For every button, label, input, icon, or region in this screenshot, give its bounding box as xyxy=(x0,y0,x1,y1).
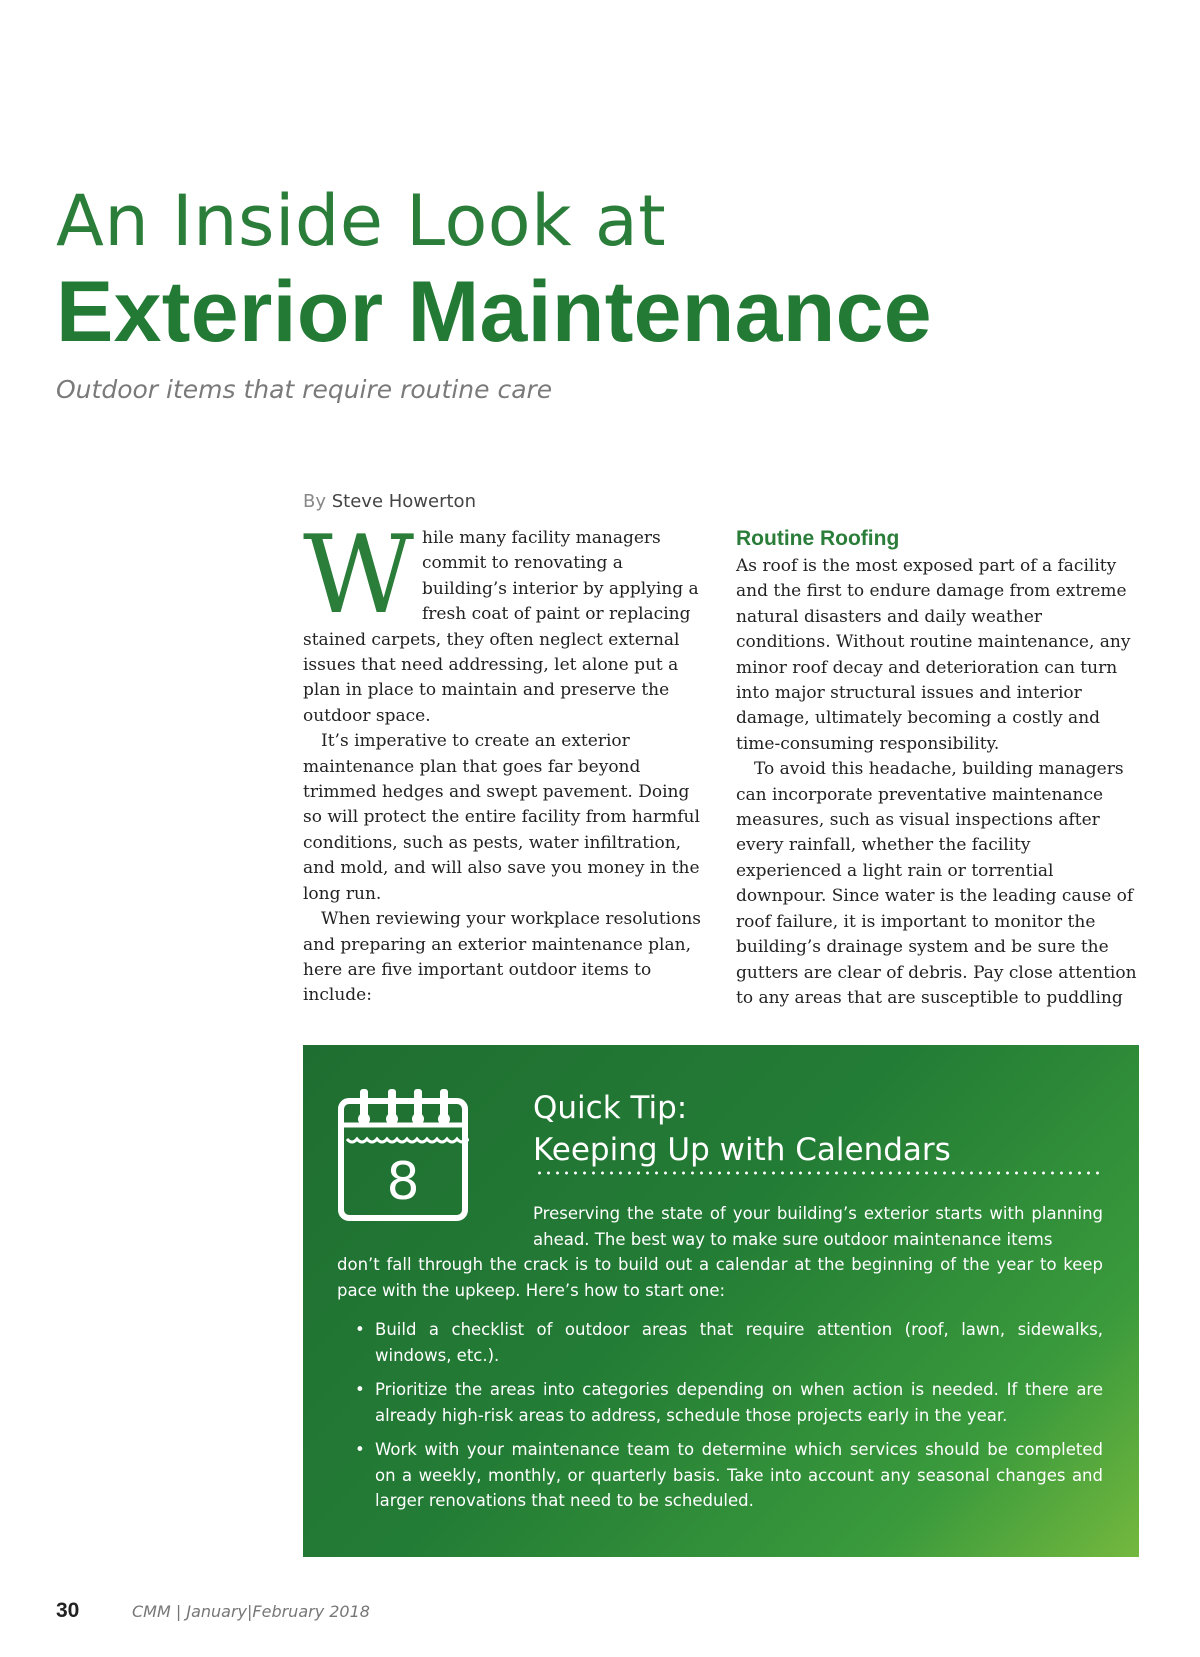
byline-author: Steve Howerton xyxy=(331,491,476,512)
list-item xyxy=(337,1377,1103,1428)
list-item-text: Prioritize the areas into categories depending on when action is needed. If there are already high-risk areas to address, schedule those projects early in the year. xyxy=(375,1380,1103,1425)
quick-tip-intro-rest: don’t fall through the crack is to build out a calendar at the beginning of the year to keep pace with the upkeep. Here’s how to start one: xyxy=(337,1255,1103,1300)
list-item xyxy=(337,1317,1103,1368)
quick-tip-intro xyxy=(337,1201,1103,1303)
page-number: 30 xyxy=(56,1599,80,1622)
bullet-icon: • xyxy=(355,1440,365,1459)
quick-tip-title xyxy=(533,1087,951,1171)
list-item xyxy=(337,1437,1103,1514)
bullet-icon: • xyxy=(355,1320,365,1339)
paragraph: As roof is the most exposed part of a facility and the first to endure damage from extreme natural disasters and daily weather conditions. Without routine maintenance, any minor roof decay and deterioration can turn into major structural issues and interior damage, ultimately becoming a costly and time-consuming responsibility. xyxy=(736,556,1131,754)
quick-tip-title-line2: Keeping Up with Calendars xyxy=(533,1132,951,1168)
magazine-issue: CMM | January|February 2018 xyxy=(132,1602,370,1621)
section-heading-routine-roofing: Routine Roofing xyxy=(736,527,900,550)
byline xyxy=(303,491,476,512)
article-column-1 xyxy=(303,513,705,1009)
paragraph-intro-text: hile many facility managers commit to renovating a building’s interior by applying a fresh coat of paint or replacing stained carpets, they often neglect external issues that need addressing, let alone put a plan in place to maintain and preserve the outdoor space. xyxy=(303,528,699,726)
article-subtitle: Outdoor items that require routine care xyxy=(56,375,553,404)
article-title-line1: An Inside Look at xyxy=(56,180,667,262)
list-item-text: Work with your maintenance team to determine which services should be completed on a weekly, monthly, or quarterly basis. Take into account any seasonal changes and larger renovations that need to be scheduled. xyxy=(375,1440,1103,1510)
drop-cap: W xyxy=(303,513,415,638)
quick-tip-list xyxy=(337,1317,1103,1523)
quick-tip-intro-line1: Preserving the state of your building’s exterior starts with planning ahead. The best way to make sure outdoor maintenance items xyxy=(533,1204,1103,1249)
paragraph: To avoid this headache, building managers can incorporate preventative maintenance measures, such as visual inspections after every rainfall, whether the facility experienced a light rain or torrential downpour. Since water is the leading cause of roof failure, it is important to monitor the building’s drainage system and be sure the gutters are clear of debris. Pay close attention to any areas that are susceptible to puddling xyxy=(736,759,1137,1008)
paragraph-intro xyxy=(303,513,705,729)
paragraph: When reviewing your workplace resolutions and preparing an exterior maintenance plan, here are five important outdoor items to include: xyxy=(303,909,702,1006)
article-column-2 xyxy=(736,526,1138,1011)
calendar-number: 8 xyxy=(386,1152,420,1212)
quick-tip-title-line1: Quick Tip: xyxy=(533,1090,688,1126)
article-title-line2: Exterior Maintenance xyxy=(56,264,932,360)
dotted-divider xyxy=(535,1171,1103,1175)
byline-prefix: By xyxy=(303,491,327,512)
list-item-text: Build a checklist of outdoor areas that require attention (roof, lawn, sidewalks, windows, etc.). xyxy=(375,1320,1103,1365)
bullet-icon: • xyxy=(355,1380,365,1399)
quick-tip-box xyxy=(303,1045,1139,1557)
paragraph: It’s imperative to create an exterior maintenance plan that goes far beyond trimmed hedges and swept pavement. Doing so will protect the entire facility from harmful conditions, such as pests, water infiltration, and mold, and will also save you money in the long run. xyxy=(303,731,700,904)
